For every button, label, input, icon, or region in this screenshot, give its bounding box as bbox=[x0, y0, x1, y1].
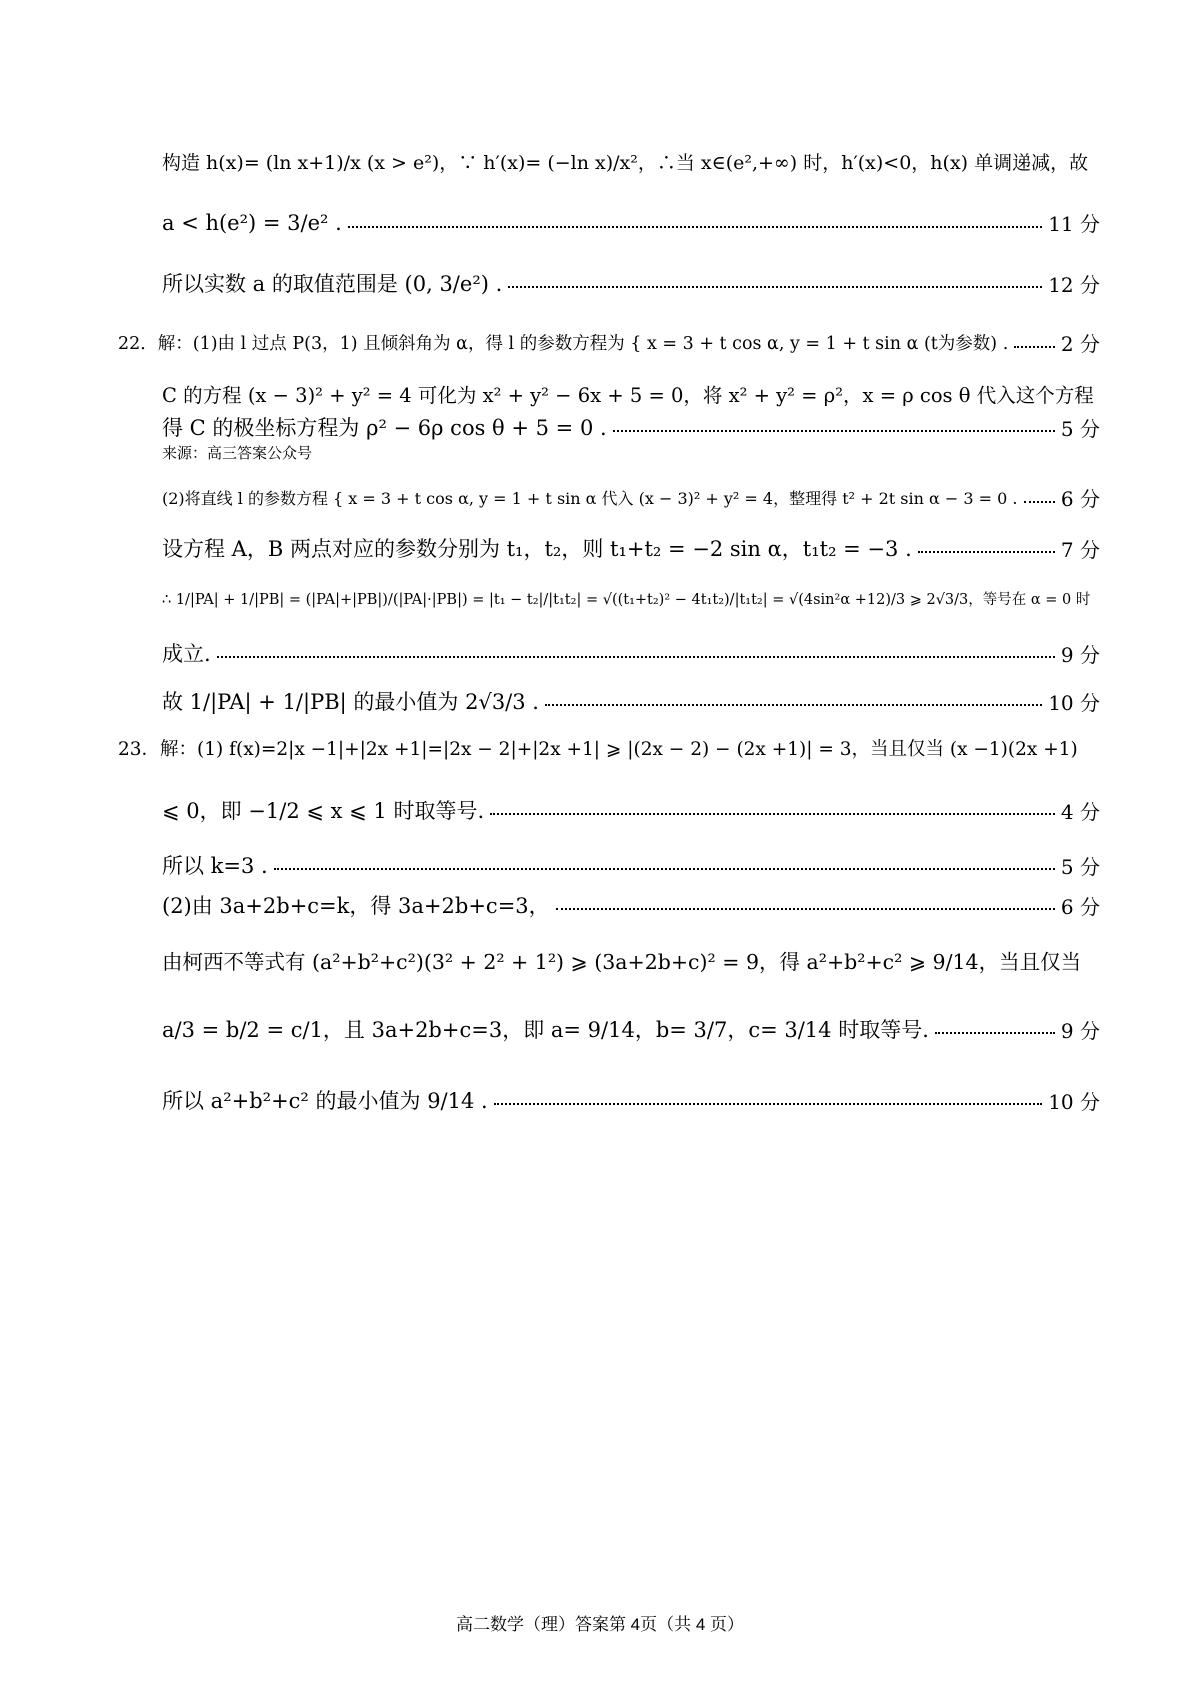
solution-text: 23．解：(1) f(x)=2|x −1|+|2x +1|=|2x − 2|+|2x +1| ⩾ |(2x − 2) − (2x +1)| = 3，当且仅当 (x −1)(2x +1) bbox=[118, 739, 1078, 760]
score-mark: 6 分 bbox=[1060, 487, 1100, 511]
dotted-leader bbox=[490, 813, 1055, 815]
dotted-leader bbox=[1024, 501, 1055, 503]
solution-line bbox=[162, 148, 1100, 175]
solution-line bbox=[162, 890, 1100, 920]
score-mark: 10 分 bbox=[1048, 1089, 1100, 1114]
dotted-leader bbox=[556, 908, 1055, 910]
dotted-leader bbox=[918, 551, 1055, 553]
solution-line bbox=[162, 686, 1100, 716]
solution-line bbox=[162, 268, 1100, 298]
solution-line bbox=[162, 638, 1100, 668]
solution-text: ⩽ 0，即 −1/2 ⩽ x ⩽ 1 时取等号. bbox=[162, 799, 485, 823]
dotted-leader bbox=[274, 868, 1055, 870]
solution-text: 由柯西不等式有 (a²+b²+c²)(3² + 2² + 1²) ⩾ (3a+2b+c)² = 9，得 a²+b²+c² ⩾ 9/14，当且仅当 bbox=[162, 950, 1082, 974]
solution-line bbox=[162, 795, 1100, 825]
solution-text: 设方程 A，B 两点对应的参数分别为 t₁，t₂，则 t₁+t₂ = −2 sin α，t₁t₂ = −3 . bbox=[162, 537, 912, 561]
score-mark: 6 分 bbox=[1060, 894, 1100, 919]
solution-line bbox=[162, 1085, 1100, 1115]
dotted-leader bbox=[545, 704, 1042, 706]
score-mark: 5 分 bbox=[1060, 854, 1100, 879]
solution-line bbox=[162, 1014, 1100, 1044]
dotted-leader bbox=[494, 1103, 1042, 1105]
solution-line bbox=[162, 533, 1100, 563]
solution-text: 所以 k=3 . bbox=[162, 854, 268, 878]
solution-text: ∴ 1/|PA| + 1/|PB| = (|PA|+|PB|)/(|PA|·|PB|) = |t₁ − t₂|/|t₁t₂| = √((t₁+t₂)² − 4t₁t₂)/|t₁t₂| = √(4sin²α +12)/3 ⩾ 2√3/3，等号在 α = 0 时 bbox=[162, 592, 1091, 608]
page-footer: 高二数学（理）答案第 4页（共 4 页） bbox=[455, 1615, 745, 1634]
source-note bbox=[162, 442, 1100, 463]
score-mark: 9 分 bbox=[1060, 642, 1100, 667]
question-23-line bbox=[118, 735, 1100, 761]
solution-text: 成立. bbox=[162, 642, 211, 666]
score-mark: 2 分 bbox=[1060, 332, 1100, 356]
solution-line bbox=[162, 588, 1100, 609]
score-mark: 5 分 bbox=[1060, 416, 1100, 441]
solution-text: C 的方程 (x − 3)² + y² = 4 可化为 x² + y² − 6x + 5 = 0，将 x² + y² = ρ²，x = ρ cos θ 代入这个方程 bbox=[162, 384, 1094, 407]
score-mark: 9 分 bbox=[1060, 1018, 1100, 1043]
solution-text: 22．解：(1)由 l 过点 P(3，1) 且倾斜角为 α，得 l 的参数方程为 { x = 3 + t cos α, y = 1 + t sin α (t为参数) . bbox=[118, 334, 1009, 354]
dotted-leader bbox=[348, 226, 1042, 228]
score-mark: 7 分 bbox=[1060, 537, 1100, 562]
solution-text: 所以实数 a 的取值范围是 (0, 3/e²) . bbox=[162, 272, 503, 296]
dotted-leader bbox=[935, 1032, 1055, 1034]
score-mark: 12 分 bbox=[1048, 272, 1100, 297]
solution-line bbox=[162, 850, 1100, 880]
solution-text: (2)将直线 l 的参数方程 { x = 3 + t cos α, y = 1 + t sin α 代入 (x − 3)² + y² = 4，整理得 t² + 2t sin α − 3 = 0 . bbox=[162, 489, 1018, 508]
dotted-leader bbox=[508, 286, 1042, 288]
question-22-line bbox=[118, 328, 1100, 357]
score-mark: 4 分 bbox=[1060, 799, 1100, 824]
solution-line bbox=[162, 945, 1100, 975]
solution-line bbox=[162, 483, 1100, 512]
solution-text: 得 C 的极坐标方程为 ρ² − 6ρ cos θ + 5 = 0 . bbox=[162, 416, 607, 440]
solution-line bbox=[162, 208, 1100, 237]
dotted-leader bbox=[613, 430, 1055, 432]
solution-line bbox=[162, 380, 1100, 408]
solution-text: 构造 h(x)= (ln x+1)/x (x > e²)，∵ h′(x)= (−ln x)/x²，∴当 x∈(e²,+∞) 时，h′(x)<0，h(x) 单调递减，故 bbox=[162, 152, 1089, 174]
solution-text: (2)由 3a+2b+c=k，得 3a+2b+c=3， bbox=[162, 894, 550, 918]
solution-text: 故 1/|PA| + 1/|PB| 的最小值为 2√3/3 . bbox=[162, 690, 539, 714]
score-mark: 10 分 bbox=[1048, 690, 1100, 715]
score-mark: 11 分 bbox=[1048, 212, 1100, 236]
source-text: 来源：高三答案公众号 bbox=[162, 445, 313, 462]
dotted-leader bbox=[217, 656, 1055, 658]
solution-line bbox=[162, 412, 1100, 442]
solution-text: a/3 = b/2 = c/1，且 3a+2b+c=3，即 a= 9/14，b= 3/7，c= 3/14 时取等号. bbox=[162, 1018, 929, 1042]
solution-text: a < h(e²) = 3/e² . bbox=[162, 210, 342, 235]
solution-text: 所以 a²+b²+c² 的最小值为 9/14 . bbox=[162, 1089, 488, 1113]
dotted-leader bbox=[1014, 346, 1055, 348]
